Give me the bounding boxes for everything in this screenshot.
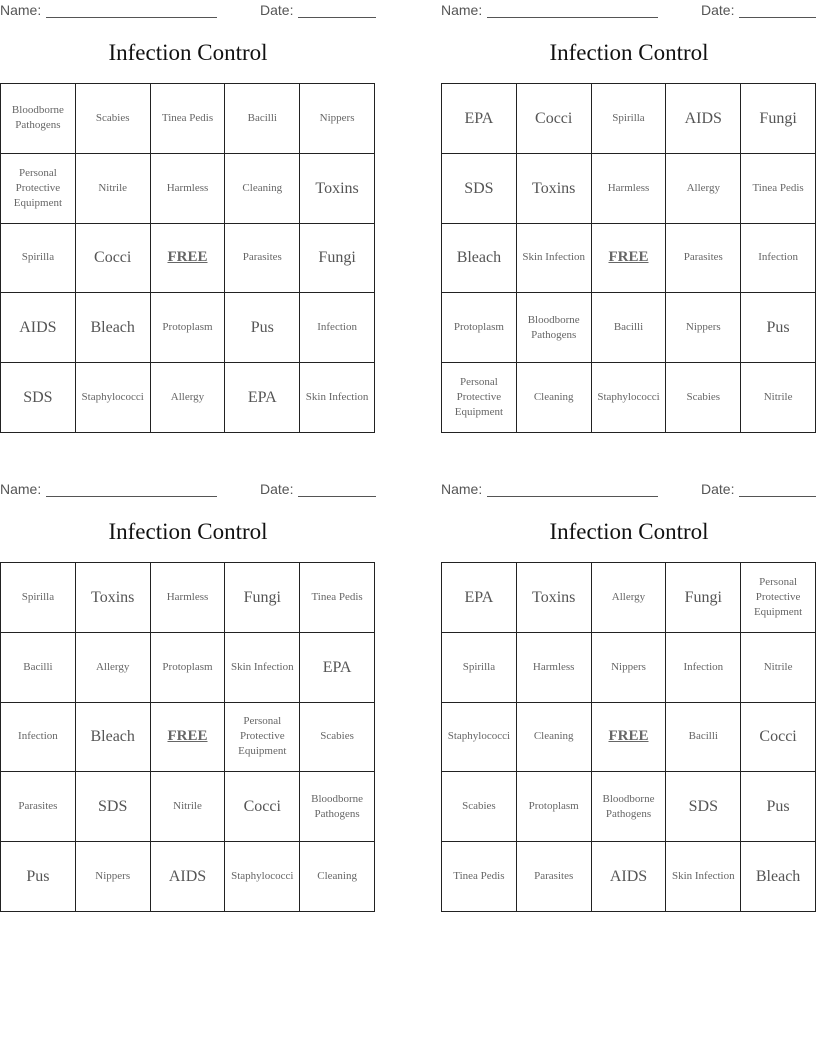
bingo-cell: Cocci <box>517 84 592 154</box>
bingo-cell: Nippers <box>300 84 375 154</box>
bingo-cell: Tinea Pedis <box>300 563 375 633</box>
date-label: Date: <box>701 2 735 18</box>
bingo-cell: Skin Infection <box>300 363 375 433</box>
bingo-cell: Pus <box>1 842 76 912</box>
bingo-cell: Parasites <box>225 224 300 294</box>
bingo-cell: Cocci <box>741 703 816 773</box>
bingo-cell: Tinea Pedis <box>151 84 226 154</box>
bingo-cell: Scabies <box>442 772 517 842</box>
bingo-cell: Nitrile <box>741 633 816 703</box>
bingo-cell: Nitrile <box>741 363 816 433</box>
bingo-cell: SDS <box>666 772 741 842</box>
date-label: Date: <box>260 2 294 18</box>
date-label: Date: <box>260 481 294 497</box>
bingo-cell: Bleach <box>76 703 151 773</box>
card-title: Infection Control <box>549 40 709 65</box>
bingo-cell: Allergy <box>76 633 151 703</box>
bingo-cell: Infection <box>1 703 76 773</box>
name-label: Name: <box>0 2 42 18</box>
bingo-cell: Bleach <box>741 842 816 912</box>
date-blank-line <box>739 496 816 497</box>
bingo-cell: Fungi <box>225 563 300 633</box>
bingo-cell: Bacilli <box>666 703 741 773</box>
bingo-cell: Pus <box>225 293 300 363</box>
bingo-cell: Pus <box>741 772 816 842</box>
bingo-cell: AIDS <box>592 842 667 912</box>
bingo-cell: SDS <box>76 772 151 842</box>
bingo-cell: Protoplasm <box>151 633 226 703</box>
bingo-cell: Allergy <box>666 154 741 224</box>
bingo-cell: Skin Infection <box>517 224 592 294</box>
bingo-card-3 <box>0 479 376 911</box>
bingo-cell: Allergy <box>592 563 667 633</box>
bingo-cell: Fungi <box>666 563 741 633</box>
bingo-cell: Staphylococci <box>76 363 151 433</box>
bingo-cell: Cleaning <box>300 842 375 912</box>
bingo-cell: Cocci <box>76 224 151 294</box>
name-blank-line <box>487 496 658 497</box>
bingo-cell: Staphylococci <box>442 703 517 773</box>
card-title: Infection Control <box>108 519 268 544</box>
bingo-card-4 <box>441 479 816 911</box>
bingo-cell: Infection <box>741 224 816 294</box>
bingo-cell: Infection <box>300 293 375 363</box>
bingo-cell: Toxins <box>517 563 592 633</box>
bingo-cell: Bloodborne Pathogens <box>517 293 592 363</box>
bingo-cell: Bacilli <box>1 633 76 703</box>
name-blank-line <box>487 17 658 18</box>
bingo-cell: Bloodborne Pathogens <box>592 772 667 842</box>
bingo-cell: Fungi <box>741 84 816 154</box>
bingo-cell: EPA <box>442 84 517 154</box>
date-blank-line <box>298 496 376 497</box>
bingo-cell: Protoplasm <box>442 293 517 363</box>
bingo-cell: Parasites <box>666 224 741 294</box>
bingo-cell: Staphylococci <box>592 363 667 433</box>
bingo-cell: Cleaning <box>517 703 592 773</box>
bingo-cell: Parasites <box>517 842 592 912</box>
bingo-cell: SDS <box>442 154 517 224</box>
bingo-cell: Scabies <box>666 363 741 433</box>
bingo-cell: Bloodborne Pathogens <box>300 772 375 842</box>
bingo-cell: Skin Infection <box>225 633 300 703</box>
date-blank-line <box>298 17 376 18</box>
bingo-cell: Nippers <box>76 842 151 912</box>
bingo-cell: AIDS <box>666 84 741 154</box>
card-header <box>0 481 376 499</box>
bingo-cell: Toxins <box>517 154 592 224</box>
bingo-cell: Tinea Pedis <box>442 842 517 912</box>
name-label: Name: <box>441 2 483 18</box>
bingo-grid <box>0 83 375 433</box>
card-title: Infection Control <box>549 519 709 544</box>
bingo-cell: Nitrile <box>76 154 151 224</box>
bingo-cell: AIDS <box>1 293 76 363</box>
name-label: Name: <box>441 481 483 497</box>
bingo-cell: Toxins <box>300 154 375 224</box>
bingo-cell: Cocci <box>225 772 300 842</box>
card-header <box>0 2 376 20</box>
bingo-cell: Protoplasm <box>517 772 592 842</box>
card-header <box>441 481 816 499</box>
bingo-cell: Spirilla <box>592 84 667 154</box>
bingo-cell: Pus <box>741 293 816 363</box>
bingo-grid <box>441 562 816 912</box>
bingo-cell: SDS <box>1 363 76 433</box>
bingo-card-2 <box>441 0 816 432</box>
free-space-cell: FREE <box>592 224 667 294</box>
bingo-grid <box>0 562 375 912</box>
bingo-cell: Harmless <box>517 633 592 703</box>
bingo-cell: Harmless <box>151 154 226 224</box>
bingo-card-1 <box>0 0 376 432</box>
bingo-cell: Bloodborne Pathogens <box>1 84 76 154</box>
bingo-cell: Scabies <box>76 84 151 154</box>
bingo-cell: Parasites <box>1 772 76 842</box>
name-blank-line <box>46 496 217 497</box>
bingo-cell: Bleach <box>76 293 151 363</box>
bingo-cell: Cleaning <box>517 363 592 433</box>
bingo-cell: Spirilla <box>1 224 76 294</box>
date-blank-line <box>739 17 816 18</box>
bingo-cell: Harmless <box>151 563 226 633</box>
date-label: Date: <box>701 481 735 497</box>
bingo-cell: Scabies <box>300 703 375 773</box>
bingo-cell: Bacilli <box>592 293 667 363</box>
bingo-cell: Staphylococci <box>225 842 300 912</box>
free-space-cell: FREE <box>592 703 667 773</box>
bingo-cell: Personal Protective Equipment <box>741 563 816 633</box>
bingo-cell: Allergy <box>151 363 226 433</box>
bingo-cell: Protoplasm <box>151 293 226 363</box>
free-space-cell: FREE <box>151 703 226 773</box>
bingo-cell: Toxins <box>76 563 151 633</box>
bingo-cell: Bleach <box>442 224 517 294</box>
card-header <box>441 2 816 20</box>
bingo-cell: Infection <box>666 633 741 703</box>
bingo-cell: Bacilli <box>225 84 300 154</box>
bingo-cell: Nippers <box>592 633 667 703</box>
bingo-cell: Personal Protective Equipment <box>442 363 517 433</box>
bingo-cell: EPA <box>300 633 375 703</box>
bingo-cell: Fungi <box>300 224 375 294</box>
bingo-cell: Nitrile <box>151 772 226 842</box>
bingo-cell: Skin Infection <box>666 842 741 912</box>
bingo-cell: Nippers <box>666 293 741 363</box>
bingo-cell: Personal Protective Equipment <box>225 703 300 773</box>
bingo-cell: EPA <box>225 363 300 433</box>
bingo-cell: AIDS <box>151 842 226 912</box>
free-space-cell: FREE <box>151 224 226 294</box>
bingo-grid <box>441 83 816 433</box>
bingo-cell: Tinea Pedis <box>741 154 816 224</box>
bingo-cell: Spirilla <box>442 633 517 703</box>
bingo-cell: Spirilla <box>1 563 76 633</box>
bingo-cell: Harmless <box>592 154 667 224</box>
name-label: Name: <box>0 481 42 497</box>
name-blank-line <box>46 17 217 18</box>
bingo-cell: Cleaning <box>225 154 300 224</box>
card-title: Infection Control <box>108 40 268 65</box>
bingo-cell: EPA <box>442 563 517 633</box>
bingo-cell: Personal Protective Equipment <box>1 154 76 224</box>
